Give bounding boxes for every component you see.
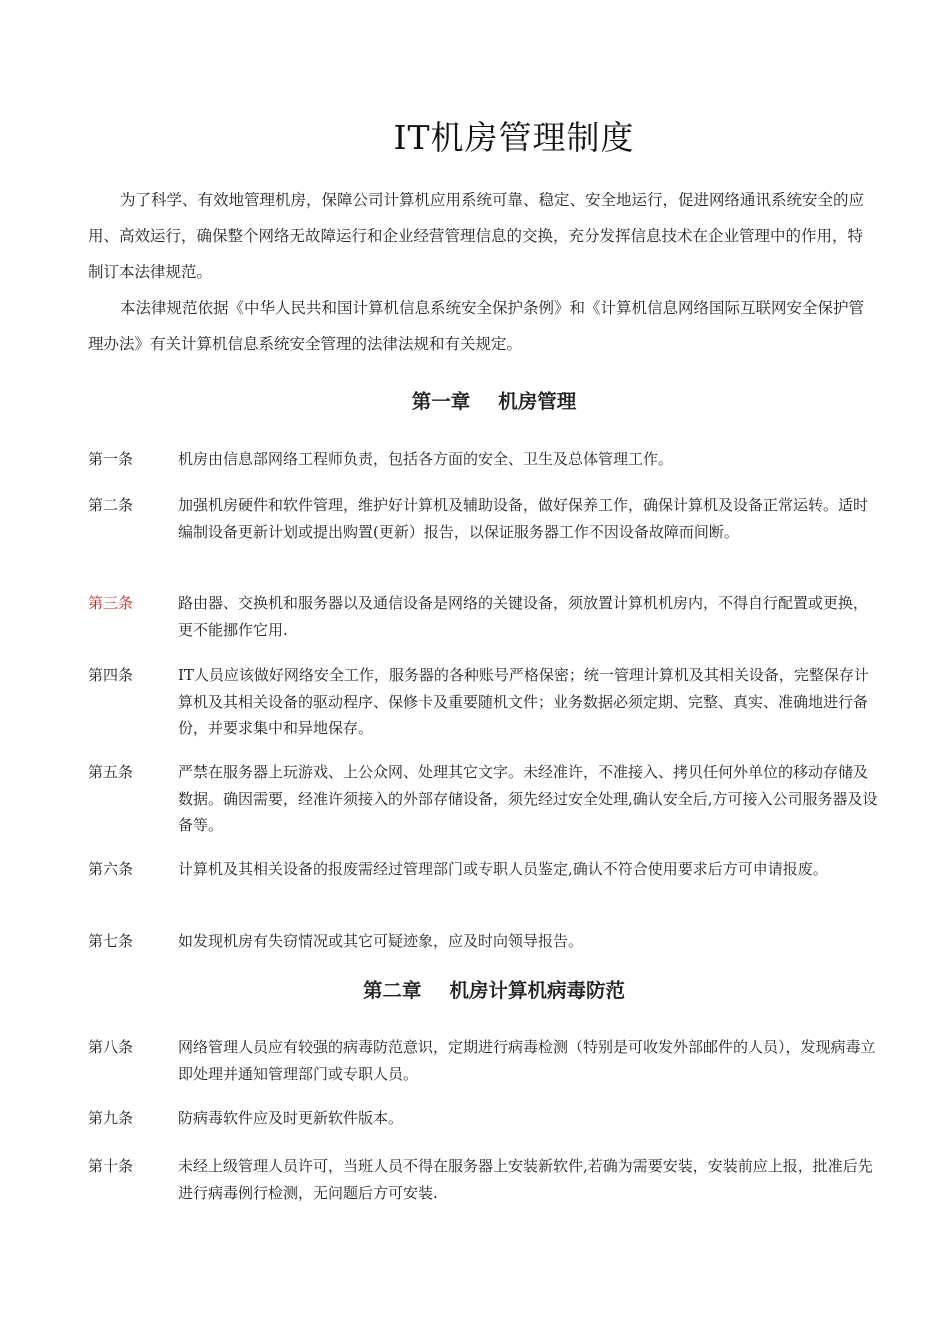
article [88, 759, 878, 839]
article-text: 网络管理人员应有较强的病毒防范意识，定期进行病毒检测（特别是可收发外部邮件的人员），发现病毒立即处理并通知管理部门或专职人员。 [178, 1038, 876, 1083]
chapter-heading [0, 975, 950, 1003]
article [88, 590, 878, 643]
article-text: 防病毒软件应及时更新软件版本。 [178, 1109, 404, 1127]
article [88, 1105, 878, 1132]
document-title: IT机房管理制度 [393, 118, 635, 157]
article-text: 如发现机房有失窃情况或其它可疑迹象，应及时向领导报告。 [178, 932, 584, 950]
article-number: 第六条 [88, 860, 134, 878]
article-number: 第七条 [88, 932, 134, 950]
article-text: 未经上级管理人员许可，当班人员不得在服务器上安装新软件,若确为需要安装，安装前应上报，批准后先进行病毒例行检测，无问题后方可安装. [178, 1157, 873, 1202]
chapter-number: 第二章 [362, 979, 422, 1002]
intro-paragraph: 本法律规范依据《中华人民共和国计算机信息系统安全保护条例》和《计算机信息网络国际互联网安全保护管理办法》有关计算机信息系统安全管理的法律法规和有关规定。 [88, 299, 865, 353]
article [88, 928, 878, 955]
article-text: 严禁在服务器上玩游戏、上公众网、处理其它文字。未经准许，不准接入、拷贝任何外单位的移动存储及数据。确因需要，经准许须接入的外部存储设备，须先经过安全处理,确认安全后,方可接入公司服务器及设备等。 [178, 763, 878, 834]
article-number: 第三条 [88, 594, 134, 612]
article [88, 662, 878, 742]
article-number: 第一条 [88, 450, 134, 468]
intro-paragraph: 为了科学、有效地管理机房，保障公司计算机应用系统可靠、稳定、安全地运行，促进网络通讯系统安全的应用、高效运行，确保整个网络无故障运行和企业经营管理信息的交换，充分发挥信息技术在企业管理中的作用，特制订本法律规范。 [88, 191, 865, 281]
chapter-heading [0, 386, 950, 414]
chapter-title: 机房管理 [498, 390, 577, 413]
article-number: 第四条 [88, 666, 134, 684]
article [88, 856, 878, 883]
article [88, 1153, 878, 1206]
article-text: IT人员应该做好网络安全工作，服务器的各种账号严格保密；统一管理计算机及其相关设备，完整保存计算机及其相关设备的驱动程序、保修卡及重要随机文件；业务数据必须定期、完整、真实、准确地进行备份，并要求集中和异地保存。 [178, 666, 869, 737]
article-text: 加强机房硬件和软件管理，维护好计算机及辅助设备，做好保养工作，确保计算机及设备正常运转。适时编制设备更新计划或提出购置(更新）报告，以保证服务器工作不因设备故障而间断。 [178, 496, 869, 541]
article-number: 第二条 [88, 496, 134, 514]
article-number: 第九条 [88, 1109, 134, 1127]
article [88, 446, 878, 473]
article-text: 机房由信息部网络工程师负责，包括各方面的安全、卫生及总体管理工作。 [178, 450, 674, 468]
chapter-title: 机房计算机病毒防范 [449, 979, 626, 1002]
article-number: 第十条 [88, 1157, 134, 1175]
article [88, 1034, 878, 1087]
chapter-number: 第一章 [411, 390, 471, 413]
article-number: 第五条 [88, 763, 134, 781]
article-number: 第八条 [88, 1038, 134, 1056]
article [88, 492, 878, 545]
article-text: 计算机及其相关设备的报废需经过管理部门或专职人员鉴定,确认不符合使用要求后方可申请报废。 [178, 860, 828, 878]
article-text: 路由器、交换机和服务器以及通信设备是网络的关键设备，须放置计算机机房内，不得自行配置或更换，更不能挪作它用. [178, 594, 869, 639]
